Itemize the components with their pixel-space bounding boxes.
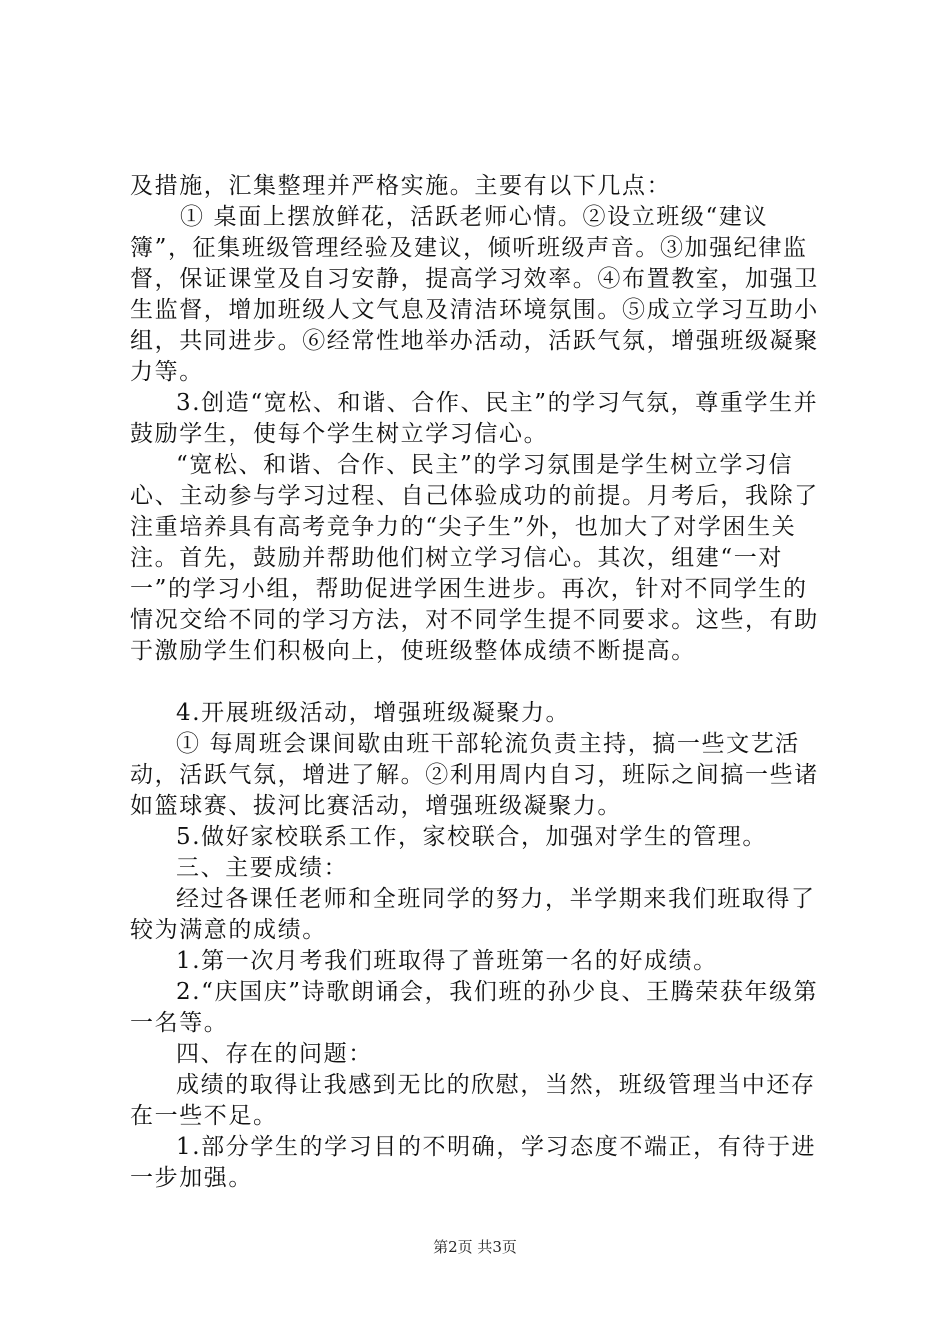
paragraph-item-5-heading: 5.做好家校联系工作，家校联合，加强对学生的管理。 [176,824,767,850]
page-number-footer: 第2页 共3页 [433,1238,517,1256]
paragraph-achievement-2: 2.“庆国庆”诗歌朗诵会，我们班的孙少良、王腾荣获年级第一名等。 [130,979,819,1036]
paragraph-problems-intro: 成绩的取得让我感到无比的欣慰，当然，班级管理当中还存在一些不足。 [130,1072,816,1129]
paragraph-achievement-1: 1.第一次月考我们班取得了普班第一名的好成绩。 [176,948,718,974]
paragraph-achievements-intro: 经过各课任老师和全班同学的努力，半学期来我们班取得了较为满意的成绩。 [130,886,816,943]
paragraph-measures-list: ① 桌面上摆放鲜花，活跃老师心情。②设立班级“建议簿”，征集班级管理经验及建议，倾听班级声音。③加强纪律监督，保证课堂及自习安静，提高学习效率。④布置教室，加强卫生监督，增加班级人文气息及清洁环境氛围。⑤成立学习互助小组，共同进步。⑥经常性地举办活动，活跃气氛，增强班级凝聚力等。 [130,204,819,385]
paragraph-item-4-body: ① 每周班会课间歇由班干部轮流负责主持，搞一些文艺活动，活跃气氛，增进了解。②利用周内自习，班际之间搞一些诸如篮球赛、拔河比赛活动，增强班级凝聚力。 [130,731,819,819]
paragraph-item-3-body: “宽松、和谐、合作、民主”的学习氛围是学生树立学习信心、主动参与学习过程、自己体验成功的前提。月考后，我除了注重培养具有高考竞争力的“尖子生”外，也加大了对学困生关注。首先，鼓励并帮助他们树立学习信心。其次，组建“一对一”的学习小组，帮助促进学困生进步。再次，针对不同学生的情况交给不同的学习方法，对不同学生提不同要求。这些，有助于激励学生们积极向上，使班级整体成绩不断提高。 [130,452,819,664]
paragraph-problem-1: 1.部分学生的学习目的不明确，学习态度不端正，有待于进一步加强。 [130,1134,817,1191]
paragraph-item-4-heading: 4.开展班级活动，增强班级凝聚力。 [176,700,571,726]
document-body [130,171,830,1194]
section-heading-problems: 四、存在的问题： [176,1041,373,1067]
section-heading-achievements: 三、主要成绩： [176,855,349,881]
paragraph-item-3-heading: 3.创造“宽松、和谐、合作、民主”的学习气氛，尊重学生并鼓励学生，使每个学生树立学习信心。 [130,390,819,447]
paragraph-measures-intro: 及措施，汇集整理并严格实施。主要有以下几点： [130,173,672,199]
